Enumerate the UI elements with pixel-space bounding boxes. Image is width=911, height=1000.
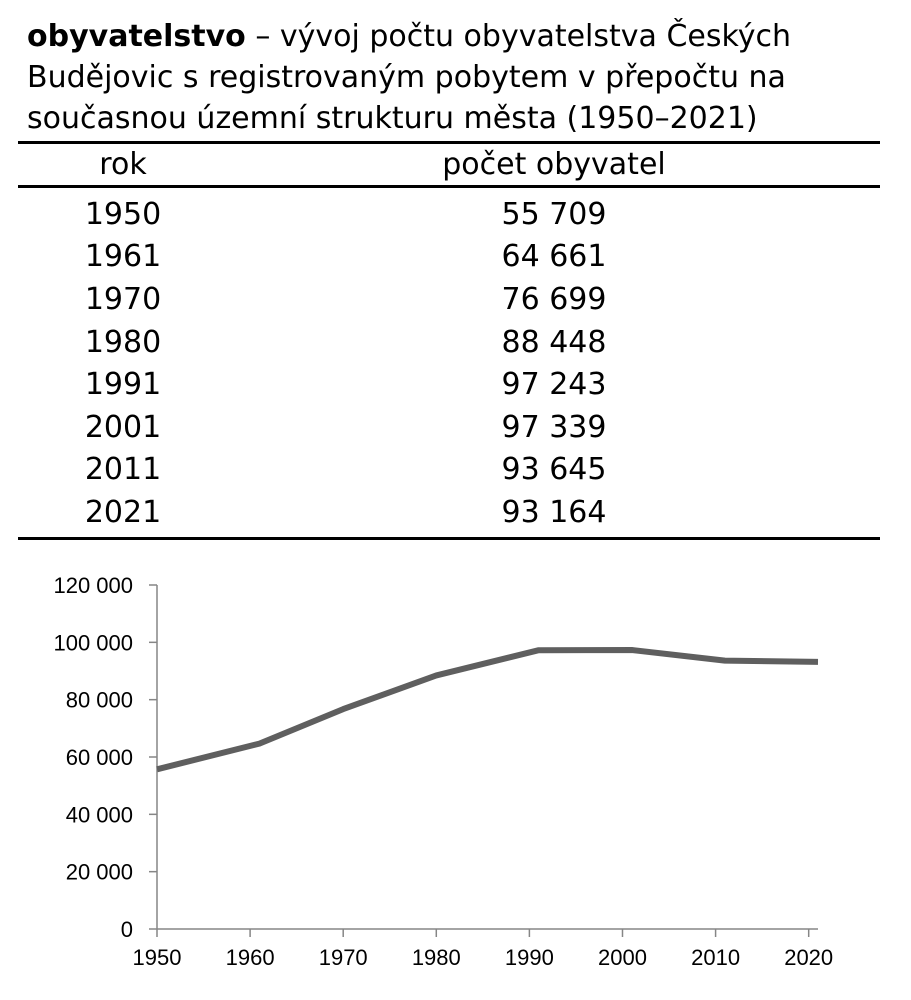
year-cell: 2001 bbox=[84, 409, 162, 445]
x-tick-label: 2010 bbox=[691, 945, 741, 970]
population-cell: 97 339 bbox=[501, 409, 607, 445]
y-axis bbox=[53, 573, 157, 942]
x-tick-label: 2000 bbox=[598, 945, 647, 970]
y-tick-label: 40 000 bbox=[65, 802, 133, 828]
table-row bbox=[18, 363, 880, 406]
year-cell: 2011 bbox=[84, 452, 162, 488]
population-cell: 88 448 bbox=[501, 324, 607, 360]
heading-term: obyvatelstvo bbox=[27, 19, 246, 54]
y-tick-label: 20 000 bbox=[65, 859, 133, 885]
x-tick-label: 1990 bbox=[504, 945, 554, 970]
table-body bbox=[18, 188, 880, 537]
population-cell: 76 699 bbox=[501, 281, 607, 317]
table-row bbox=[18, 278, 880, 321]
table-header-row bbox=[18, 144, 880, 185]
year-cell: 1961 bbox=[84, 239, 162, 275]
year-cell: 1950 bbox=[84, 196, 162, 232]
year-cell: 1991 bbox=[84, 367, 162, 403]
series-line bbox=[157, 650, 818, 769]
x-tick-label: 1980 bbox=[411, 945, 461, 970]
column-header-population: počet obyvatel bbox=[442, 147, 666, 182]
population-cell: 93 164 bbox=[501, 494, 607, 530]
population-cell: 97 243 bbox=[501, 367, 607, 403]
table-row bbox=[18, 406, 880, 449]
x-tick-label: 1960 bbox=[225, 945, 275, 970]
y-tick-label: 0 bbox=[120, 917, 133, 942]
series-layer bbox=[157, 650, 818, 769]
heading-description: – vývoj počtu obyvatelstva Českých Budějovic s registrovaným pobytem v přepočtu na současnou územní strukturu města (1950–2021) bbox=[27, 19, 792, 136]
table-row bbox=[18, 321, 880, 364]
table-row bbox=[18, 491, 880, 534]
table-row bbox=[18, 236, 880, 279]
population-cell: 64 661 bbox=[501, 239, 607, 275]
population-cell: 55 709 bbox=[501, 196, 607, 232]
x-tick-label: 1970 bbox=[318, 945, 368, 970]
column-header-year: rok bbox=[99, 147, 147, 182]
y-tick-label: 120 000 bbox=[53, 573, 133, 598]
chart-heading bbox=[27, 16, 897, 139]
year-cell: 1980 bbox=[84, 324, 162, 360]
year-cell: 1970 bbox=[84, 281, 162, 317]
y-tick-label: 100 000 bbox=[53, 630, 133, 656]
x-axis bbox=[133, 929, 834, 970]
year-cell: 2021 bbox=[84, 494, 162, 530]
y-tick-label: 60 000 bbox=[65, 745, 133, 770]
table-bottom-rule bbox=[18, 537, 880, 540]
population-cell: 93 645 bbox=[501, 452, 607, 488]
table-row bbox=[18, 193, 880, 236]
population-line-chart bbox=[0, 550, 911, 1000]
y-tick-label: 80 000 bbox=[65, 687, 133, 713]
x-tick-label: 2020 bbox=[784, 945, 834, 970]
table-row bbox=[18, 449, 880, 492]
x-tick-label: 1950 bbox=[132, 945, 182, 970]
population-table bbox=[18, 141, 880, 540]
